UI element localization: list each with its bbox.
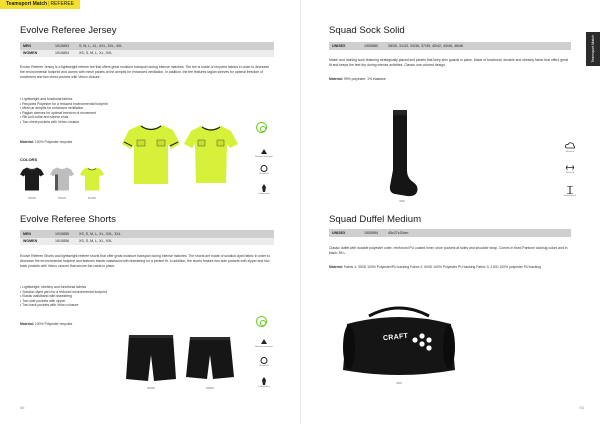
icon-caption: Recycled — [259, 365, 269, 367]
jersey-material — [20, 140, 72, 144]
spec-number: 1905594 — [361, 229, 385, 237]
spec-row — [20, 230, 274, 238]
spec-number: 1910853 — [52, 42, 76, 50]
spec-key: WOMEN — [20, 50, 52, 58]
brand-logo: CRAFT — [382, 332, 409, 343]
icon-caption: Moisture transport — [255, 156, 273, 158]
lightweight-icon — [260, 377, 268, 385]
spec-key: UNISEX — [329, 229, 361, 237]
material-value: 99% polyester, 1% elastane — [343, 77, 386, 81]
material-label: Material: — [329, 77, 343, 81]
spec-sizes: XS, S, M, L, XL, XXL — [76, 238, 274, 246]
feature-item: • Mesh at armpits for enhanced ventilation — [20, 106, 145, 111]
jersey-title: Evolve Referee Jersey — [20, 25, 117, 36]
icon-caption: Stabilizing fit — [563, 195, 577, 197]
recycled-badge-icon — [256, 316, 267, 327]
page-number-left: 86 — [20, 405, 25, 410]
material-value: 100% Polyester recycled — [34, 322, 73, 326]
spec-row — [20, 238, 274, 246]
spec-row — [329, 229, 571, 237]
duffel-material — [329, 265, 571, 270]
women-shorts-image — [186, 335, 234, 381]
duffel-description: Classic duffel with durable polyester outer, reinforced PU coated inner, shoe pockets at sides and shoulder strap. Comes in fixed Pantone club/sig colors and in black, 55 L. — [329, 246, 568, 255]
men-shorts-image — [126, 333, 176, 383]
pic-label: 9999 — [396, 382, 402, 385]
material-label: Material: — [20, 140, 34, 144]
colors-heading: COLORS — [20, 157, 38, 162]
spec-sizes: 28/30, 31/33, 34/36, 37/39, 40/42, 43/45, 46/48 — [385, 42, 571, 50]
stretch-icon — [566, 164, 574, 171]
icon-caption: Recycled — [259, 173, 269, 175]
feature-item: • Lightweight and functional fabrics — [20, 97, 145, 102]
shorts-feature-list — [20, 285, 145, 308]
spec-sizes: XS, S, M, L, XL, XXL, 3XL — [76, 230, 274, 238]
icon-caption: Moisture transport — [255, 346, 273, 348]
women-jersey-image — [184, 123, 238, 185]
pic-label: 999000 — [206, 387, 214, 390]
swatch-black-jersey — [20, 165, 44, 192]
duffel-spec-table — [329, 229, 571, 237]
jersey-spec-table — [20, 42, 274, 57]
spec-number: 1910856 — [52, 238, 76, 246]
spec-sizes: S, M, L, XL, XXL, 3XL, 4XL — [76, 42, 274, 50]
sock-image — [385, 108, 419, 198]
icon-caption: Lightweight — [258, 193, 270, 195]
icon-caption: Lightweight — [258, 386, 270, 388]
moisture-icon — [260, 338, 268, 345]
material-value: Fabric 1: 300D 100% Polyester/PU backing Fabric 2: 600D 100% Polyester PU backing Fabric 3: 210D 100% polyester PU backing — [343, 265, 542, 269]
material-label: Material: — [20, 322, 34, 326]
moisture-icon — [260, 148, 268, 155]
pic-label: 999000 — [147, 387, 155, 390]
spec-row — [20, 42, 274, 50]
spec-row — [329, 42, 571, 50]
men-jersey-image — [122, 122, 180, 186]
cloud-icon — [565, 142, 575, 149]
spec-number: 1905580 — [361, 42, 385, 50]
lightweight-icon — [260, 184, 268, 192]
right-page — [300, 0, 600, 424]
ribbon-label: Teamsport Match — [6, 1, 48, 7]
icon-caption: Moisture — [565, 151, 575, 153]
duffel-title: Squad Duffel Medium — [329, 214, 422, 225]
feature-item: • Lightweight, stretchy and functional fabrics — [20, 285, 145, 290]
pic-label: 9999 — [399, 200, 405, 203]
swatch-label: 999000 — [28, 197, 36, 200]
feature-item: • Two chest pockets with Velcro closure — [20, 120, 145, 125]
sock-description: Match and training sock featuring strategically placed knit panels that keep shin guards in place. Made of functional, durable and stretchy fabric that offers great fit and keeps the feet dry during intense activities. Classic one-colored design. — [329, 58, 568, 67]
ribbon-sub-label: REFEREE — [50, 1, 75, 7]
spec-number: 1910854 — [52, 50, 76, 58]
recycle-icon — [260, 357, 268, 364]
swatch-label: 851000 — [88, 197, 96, 200]
fit-icon — [566, 186, 574, 194]
sock-title: Squad Sock Solid — [329, 25, 405, 36]
sock-material — [329, 77, 386, 81]
feature-item: • Two back pockets with Velcro closure — [20, 303, 145, 308]
spec-number: 1910855 — [52, 230, 76, 238]
feature-item: • Two side pockets with zipper — [20, 299, 145, 304]
section-ribbon — [0, 0, 80, 9]
feature-item: • Raglan sleeves for optimal freedom of movement — [20, 111, 145, 116]
material-value: 100% Polyester recycled — [34, 140, 73, 144]
section-side-tab[interactable] — [586, 32, 600, 66]
spec-row — [20, 50, 274, 58]
spec-key: MEN — [20, 42, 52, 50]
swatch-label: 900000 — [58, 197, 66, 200]
feature-item: • Solution-dyed yarn for a reduced environmental footprint — [20, 290, 145, 295]
shorts-material — [20, 322, 72, 326]
feature-item: • Elastic waistband with drawstring — [20, 294, 145, 299]
swatch-neon-jersey — [80, 165, 104, 192]
feature-item: • Rib-knit collar and sleeve ends — [20, 115, 145, 120]
side-tab-label: Teamsport Match — [591, 35, 595, 63]
icon-caption: Stretchy — [565, 172, 575, 174]
recycle-icon — [260, 165, 268, 172]
recycled-badge-icon — [256, 122, 267, 133]
ribbon-separator: | — [48, 1, 50, 7]
jersey-feature-list — [20, 97, 145, 125]
shorts-description: Evolve Referee Shorts and lightweight referee shorts that offer great moisture transport during intense matches. The shorts are made of solution-dyed fabric in order to decrease the environmental footprint and features elastic waistband with drawstring for a perfect fit. In addition, the shorts feature two side pockets with zipper and two back pockets with Velcro closure that secure the cards in place. — [20, 254, 270, 268]
page-number-right: 83 — [579, 405, 584, 410]
swatch-grey-jersey — [50, 165, 74, 192]
shorts-title: Evolve Referee Shorts — [20, 214, 116, 225]
spec-key: WOMEN — [20, 238, 52, 246]
feature-item: • Recycled Polyester for a reduced environmental footprint — [20, 102, 145, 107]
sock-spec-table — [329, 42, 571, 50]
spec-sizes: XS, S, M, L, XL, XXL — [76, 50, 274, 58]
material-label: Material: — [329, 265, 343, 269]
jersey-description: Evolve Referee Jersey is a lightweight referee tee that offers great moisture transport during intense matches. The tee is made of recycled fabrics in order to decrease the environmental footprint and comes with mesh panels at the armpits for enhanced ventilation. In addition, the tee features raglan sleeves for optimal freedom of movement and two chest pockets with Velcro closure. — [20, 65, 270, 79]
spec-key: UNISEX — [329, 42, 361, 50]
spec-sizes: 45x27x30cm — [385, 229, 571, 237]
spec-key: MEN — [20, 230, 52, 238]
shorts-spec-table — [20, 230, 274, 245]
